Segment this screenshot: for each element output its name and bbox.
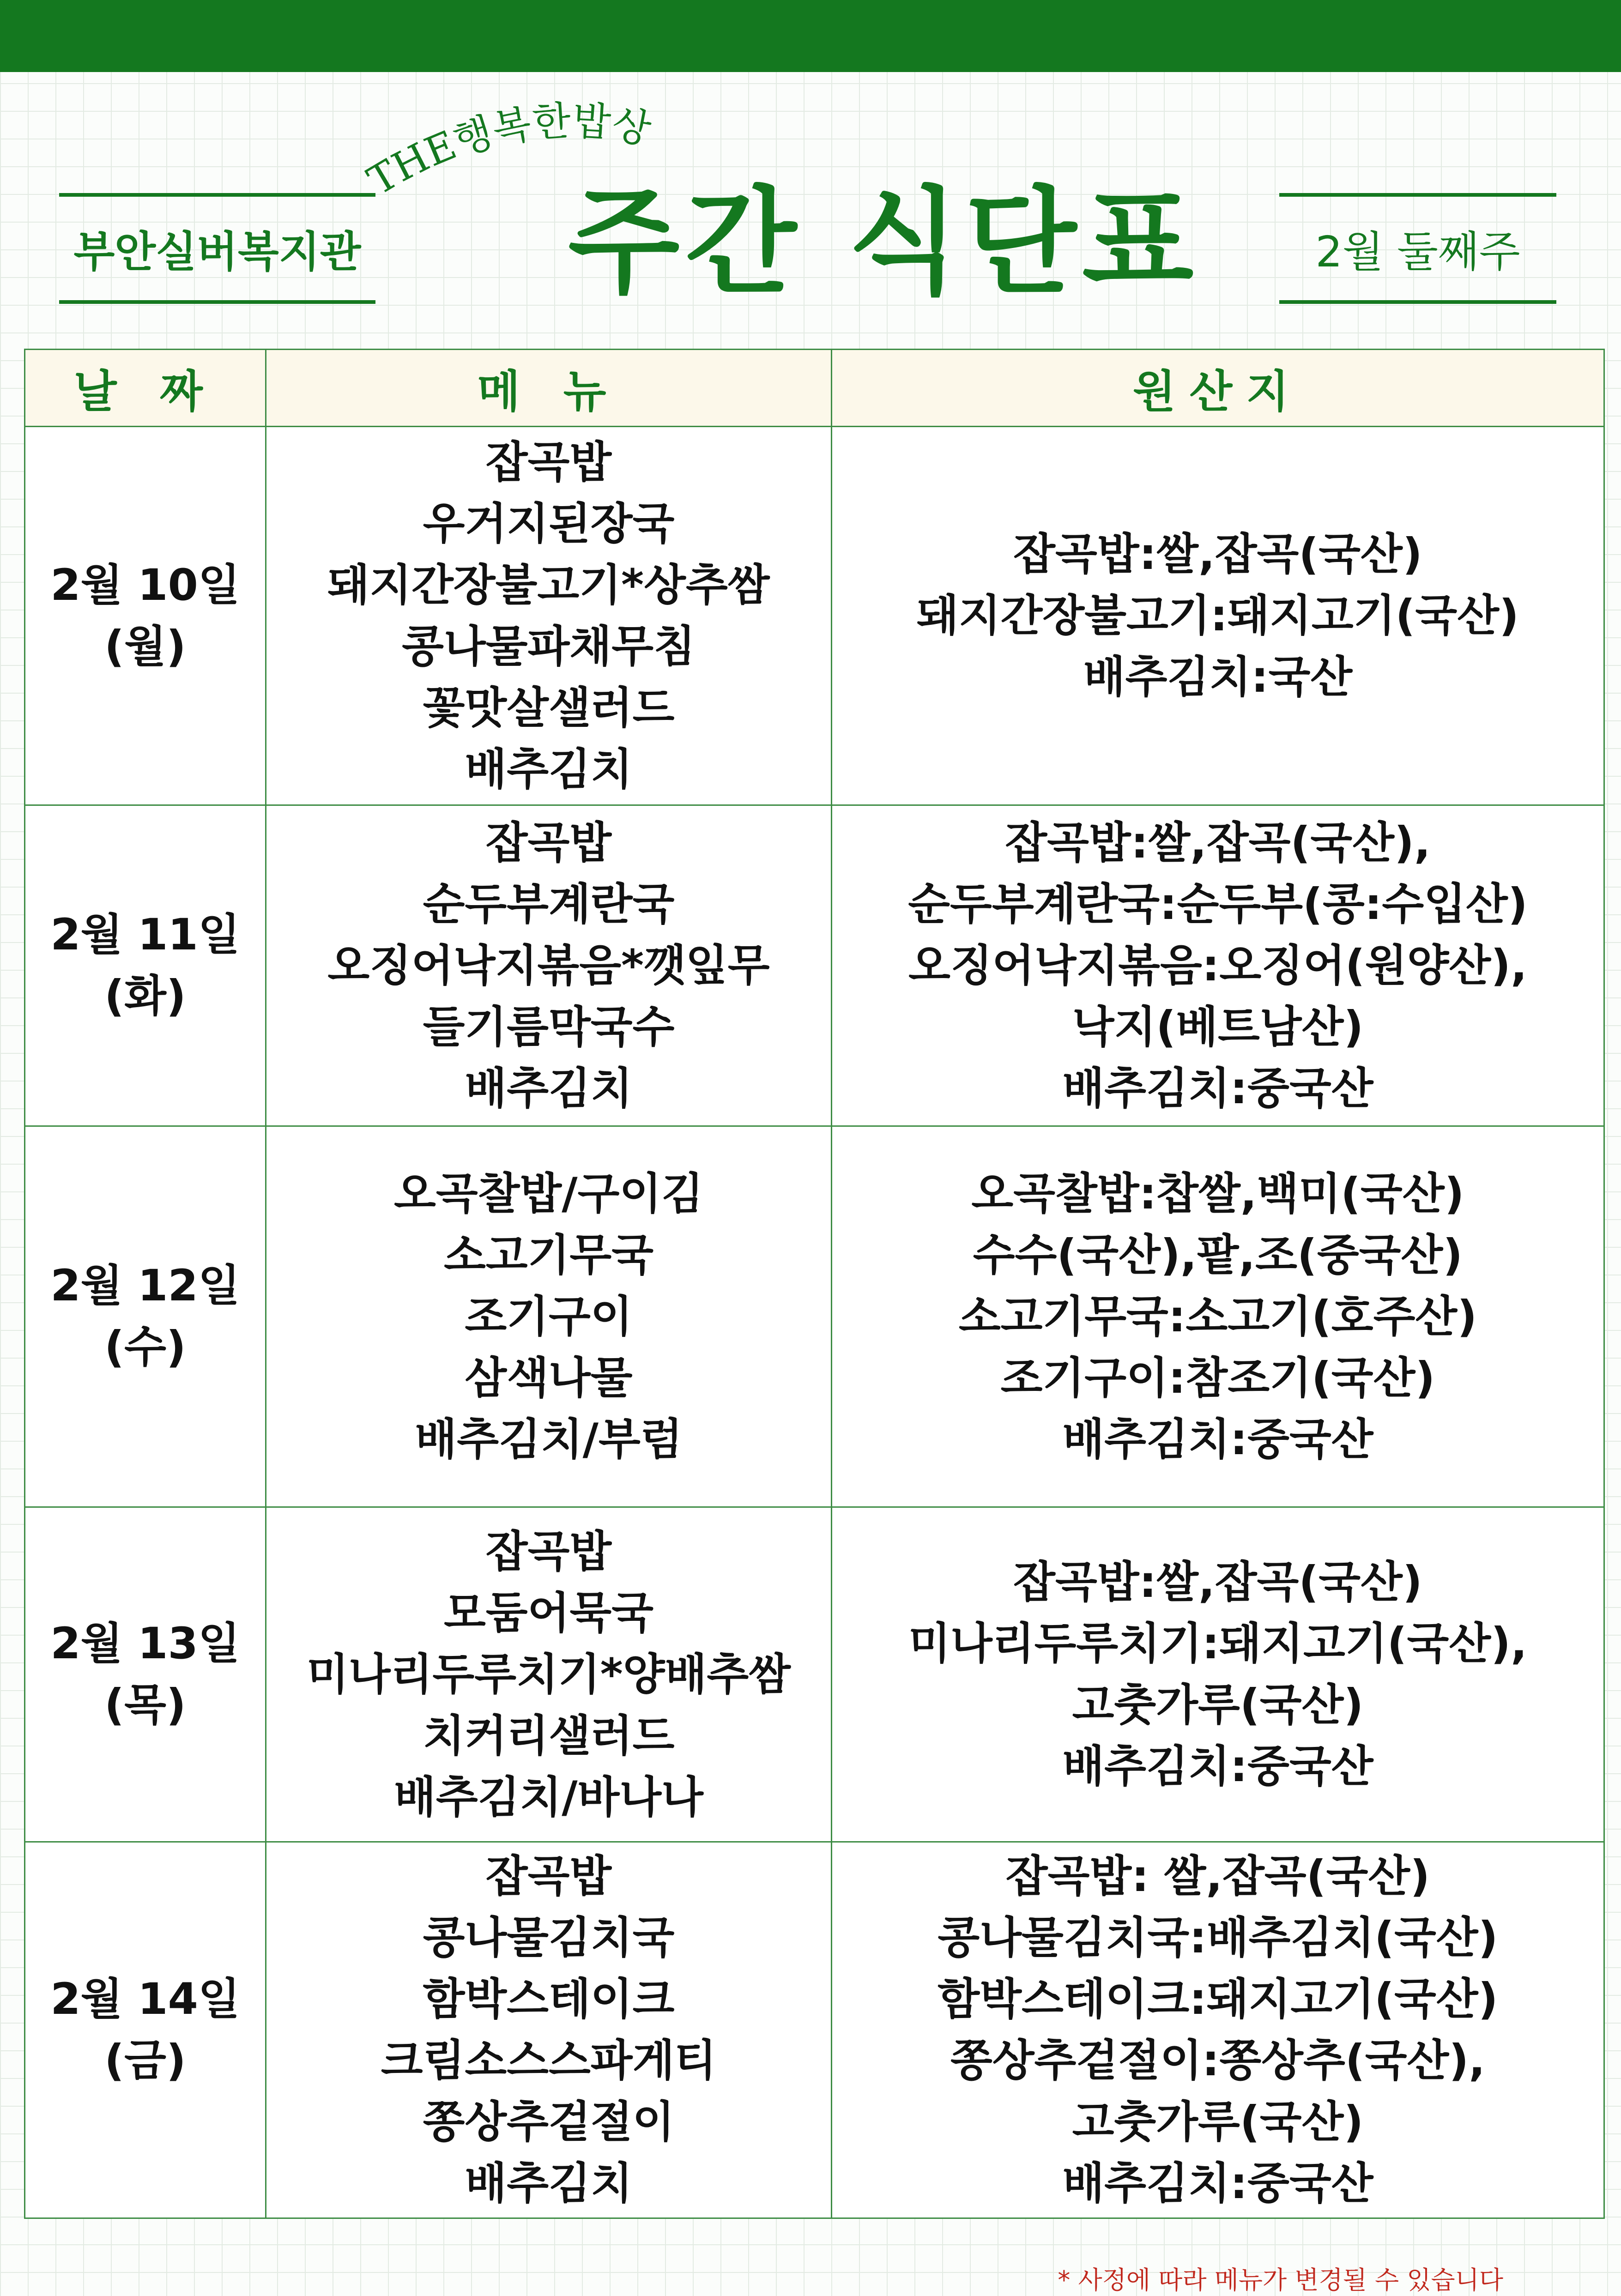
date-text: 2월 14일 [50,1974,240,2024]
menu-item: 삼색나물 [465,1353,633,1403]
menu-item: 순두부계란국 [423,879,675,930]
origin-cell [832,1842,1604,2218]
organization-box [59,193,375,304]
origin-item: 돼지간장불고기:돼지고기(국산) [917,591,1519,641]
origin-item: 배추김치:중국산 [1062,1063,1373,1114]
date-text: 2월 11일 [50,910,240,960]
table-row [25,1507,1604,1842]
menu-item: 미나리두루치기*양배추쌈 [306,1649,791,1700]
origin-item: 잡곡밥:쌀,잡곡(국산), [1005,817,1431,868]
origin-item: 고춧가루(국산) [1072,1680,1364,1730]
menu-cell [266,1842,832,2218]
origin-item: 콩나물김치국:배추김치(국산) [938,1913,1498,1963]
origin-item: 미나리두루치기:돼지고기(국산), [908,1619,1527,1669]
date-cell [25,1507,266,1842]
origin-item: 잡곡밥: 쌀,잡곡(국산) [1005,1851,1430,1902]
weekly-menu-table [24,349,1605,2219]
date-cell [25,1126,266,1507]
origin-cell [832,427,1604,805]
table-row [25,1842,1604,2218]
date-cell [25,427,266,805]
menu-cell [266,427,832,805]
table-row [25,805,1604,1126]
header-date: 날 짜 [25,350,266,427]
origin-item: 잡곡밥:쌀,잡곡(국산) [1013,1557,1422,1607]
change-notice: * 사정에 따라 메뉴가 변경될 수 있습니다 [1058,2266,1503,2295]
day-text: (목) [104,1680,186,1730]
origin-item: 배추김치:중국산 [1062,1414,1373,1465]
date-text: 2월 13일 [50,1619,240,1669]
origin-item: 함박스테이크:돼지고기(국산) [938,1974,1498,2024]
origin-cell [832,1507,1604,1842]
menu-item: 꽃맛살샐러드 [423,683,675,733]
origin-item: 배추김치:중국산 [1062,2158,1373,2209]
menu-item: 잡곡밥 [485,1526,612,1577]
top-green-bar [0,0,1621,72]
menu-item: 오곡찰밥/구이김 [394,1168,703,1219]
origin-cell [832,805,1604,1126]
origin-item: 오곡찰밥:찹쌀,백미(국산) [971,1168,1464,1219]
day-text: (금) [104,2036,186,2086]
menu-item: 들기름막국수 [423,1002,675,1052]
origin-item: 오징어낙지볶음:오징어(원양산), [908,940,1527,991]
date-text: 2월 10일 [50,560,240,610]
menu-item: 크림소스스파게티 [381,2036,717,2086]
menu-item: 콩나물김치국 [423,1913,675,1963]
week-label: 2월 둘째주 [1315,227,1520,277]
page-title: 주간 식단표 [568,175,1199,309]
header-origin: 원산지 [832,350,1604,427]
date-cell [25,1842,266,2218]
arc-title-text: THE행복한밥상 [360,97,655,205]
date-cell [25,805,266,1126]
origin-item: 고춧가루(국산) [1072,2097,1364,2147]
origin-item: 조기구이:참조기(국산) [1000,1353,1435,1403]
menu-item: 잡곡밥 [485,437,612,488]
origin-item: 순두부계란국:순두부(콩:수입산) [908,879,1528,930]
menu-item: 잡곡밥 [485,1851,612,1902]
table-row [25,1126,1604,1507]
origin-item: 배추김치:국산 [1083,652,1353,702]
menu-cell [266,1507,832,1842]
origin-item: 수수(국산),팥,조(중국산) [973,1230,1463,1281]
origin-item: 배추김치:중국산 [1062,1741,1373,1792]
menu-item: 배추김치 [465,2158,633,2209]
menu-item: 조기구이 [465,1291,633,1342]
day-text: (수) [104,1322,186,1372]
table-header-row [25,350,1604,427]
menu-item: 배추김치 [465,744,633,795]
menu-item: 오징어낙지볶음*깻잎무 [327,940,770,991]
organization-name: 부안실버복지관 [73,227,361,277]
menu-item: 우거지된장국 [423,498,675,549]
menu-cell [266,1126,832,1507]
week-box [1279,193,1556,304]
menu-item: 배추김치/바나나 [394,1772,703,1823]
menu-item: 돼지간장불고기*상추쌈 [327,560,770,610]
menu-item: 배추김치 [465,1063,633,1114]
menu-item: 소고기무국 [443,1230,654,1281]
menu-item: 치커리샐러드 [423,1710,675,1761]
menu-cell [266,805,832,1126]
origin-item: 쫑상추겉절이:쫑상추(국산), [950,2036,1486,2086]
header-menu: 메 뉴 [266,350,832,427]
origin-item: 잡곡밥:쌀,잡곡(국산) [1013,529,1422,580]
day-text: (화) [104,971,186,1021]
menu-item: 콩나물파채무침 [402,621,696,672]
origin-item: 낙지(베트남산) [1072,1002,1364,1052]
origin-cell [832,1126,1604,1507]
menu-item: 쫑상추겉절이 [423,2097,675,2147]
date-text: 2월 12일 [50,1261,240,1311]
table-row [25,427,1604,805]
menu-item: 잡곡밥 [485,817,612,868]
day-text: (월) [104,621,186,672]
menu-item: 모둠어묵국 [443,1588,654,1638]
origin-item: 소고기무국:소고기(호주산) [958,1291,1477,1342]
menu-item: 배추김치/부럼 [415,1414,683,1465]
menu-item: 함박스테이크 [423,1974,675,2024]
